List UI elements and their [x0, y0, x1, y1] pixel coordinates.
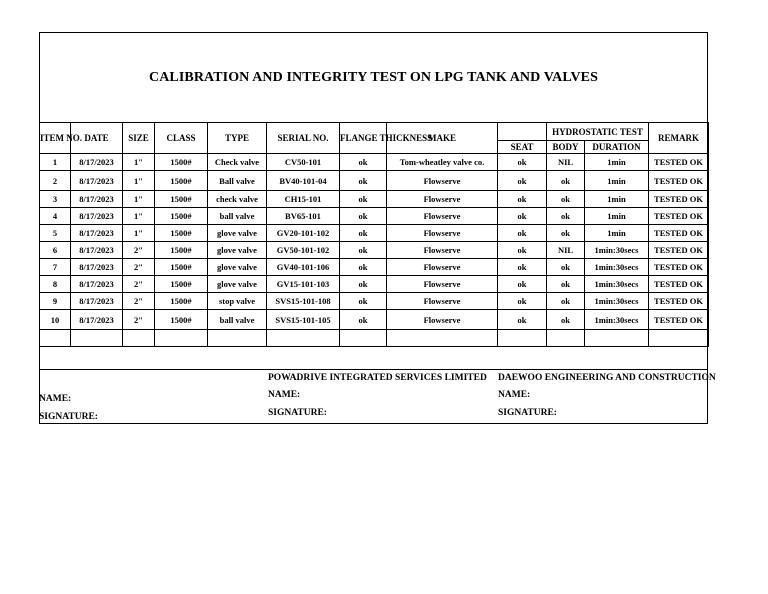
cell-remark: TESTED OK: [649, 171, 709, 191]
cell-size: 2": [123, 293, 155, 310]
cell-type: glove valve: [208, 259, 267, 276]
cell-serial-no: GV20-101-102: [267, 225, 340, 242]
cell-flange: ok: [340, 242, 387, 259]
cell-make: Flowserve: [387, 259, 498, 276]
header-item-no: ITEM NO.: [40, 123, 71, 154]
daewoo-company: DAEWOO ENGINEERING AND CONSTRUCTION: [498, 373, 716, 383]
cell-date: 8/17/2023: [71, 171, 123, 191]
cell-make: Flowserve: [387, 310, 498, 330]
cell-date: 8/17/2023: [71, 310, 123, 330]
cell-item-no: 8: [40, 276, 71, 293]
cell-serial-no: SVS15-101-108: [267, 293, 340, 310]
document-title: CALIBRATION AND INTEGRITY TEST ON LPG TANK AND VALVES: [148, 69, 599, 85]
header-class: CLASS: [155, 123, 208, 154]
cell-size: 1": [123, 225, 155, 242]
cell-date: 8/17/2023: [71, 154, 123, 171]
header-date: DATE: [71, 123, 123, 154]
powadrive-name-label: NAME:: [268, 390, 301, 400]
cell-date: 8/17/2023: [71, 208, 123, 225]
cell-class: 1500#: [155, 191, 208, 208]
cell-seat: ok: [498, 225, 547, 242]
cell-seat: ok: [498, 310, 547, 330]
table-row: [40, 191, 709, 208]
cell-duration: 1min: [585, 154, 649, 171]
empty-cell: [40, 330, 71, 347]
cell-remark: TESTED OK: [649, 310, 709, 330]
cell-date: 8/17/2023: [71, 191, 123, 208]
cell-seat: ok: [498, 171, 547, 191]
cell-seat: ok: [498, 276, 547, 293]
daewoo-name-label: NAME:: [498, 390, 531, 400]
header-flange-thickness: FLANGE THICKNESS: [340, 123, 387, 154]
cell-type: ball valve: [208, 208, 267, 225]
table-row: [40, 225, 709, 242]
table-row: [40, 208, 709, 225]
cell-flange: ok: [340, 293, 387, 310]
cell-date: 8/17/2023: [71, 225, 123, 242]
cell-class: 1500#: [155, 208, 208, 225]
cell-serial-no: GV15-101-103: [267, 276, 340, 293]
table-row: [40, 154, 709, 171]
powadrive-signature-label: SIGNATURE:: [268, 408, 327, 418]
empty-cell: [340, 330, 387, 347]
cell-make: Flowserve: [387, 208, 498, 225]
cell-class: 1500#: [155, 293, 208, 310]
cell-make: Flowserve: [387, 293, 498, 310]
blank-row: [40, 350, 707, 370]
cell-body: ok: [547, 191, 585, 208]
empty-cell: [387, 330, 498, 347]
cell-serial-no: BV65-101: [267, 208, 340, 225]
cell-item-no: 7: [40, 259, 71, 276]
cell-class: 1500#: [155, 276, 208, 293]
cell-remark: TESTED OK: [649, 276, 709, 293]
header-body: BODY: [547, 141, 585, 154]
cell-remark: TESTED OK: [649, 154, 709, 171]
cell-body: ok: [547, 208, 585, 225]
cell-item-no: 5: [40, 225, 71, 242]
cell-flange: ok: [340, 259, 387, 276]
header-size: SIZE: [123, 123, 155, 154]
cell-body: ok: [547, 293, 585, 310]
cell-serial-no: GV40-101-106: [267, 259, 340, 276]
left-name-label: NAME:: [39, 394, 72, 404]
header-seat: SEAT: [498, 141, 547, 154]
table-body: [40, 154, 709, 347]
empty-cell: [208, 330, 267, 347]
header-blank: [498, 123, 547, 141]
cell-make: Flowserve: [387, 225, 498, 242]
cell-item-no: 1: [40, 154, 71, 171]
cell-type: glove valve: [208, 225, 267, 242]
cell-date: 8/17/2023: [71, 242, 123, 259]
cell-type: ball valve: [208, 310, 267, 330]
cell-body: NIL: [547, 242, 585, 259]
cell-serial-no: SVS15-101-105: [267, 310, 340, 330]
cell-class: 1500#: [155, 242, 208, 259]
cell-serial-no: BV40-101-04: [267, 171, 340, 191]
cell-body: ok: [547, 171, 585, 191]
cell-body: ok: [547, 310, 585, 330]
empty-cell: [123, 330, 155, 347]
cell-date: 8/17/2023: [71, 259, 123, 276]
cell-duration: 1min: [585, 171, 649, 191]
cell-flange: ok: [340, 191, 387, 208]
cell-duration: 1min:30secs: [585, 293, 649, 310]
cell-date: 8/17/2023: [71, 293, 123, 310]
cell-body: NIL: [547, 154, 585, 171]
cell-make: Flowserve: [387, 242, 498, 259]
cell-remark: TESTED OK: [649, 259, 709, 276]
cell-size: 2": [123, 276, 155, 293]
cell-make: Tom-wheatley valve co.: [387, 154, 498, 171]
header-serial-no: SERIAL NO.: [267, 123, 340, 154]
cell-flange: ok: [340, 154, 387, 171]
powadrive-company: POWADRIVE INTEGRATED SERVICES LIMITED: [268, 373, 487, 383]
cell-item-no: 3: [40, 191, 71, 208]
empty-cell: [547, 330, 585, 347]
cell-duration: 1min:30secs: [585, 276, 649, 293]
table-row: [40, 171, 709, 191]
cell-duration: 1min: [585, 191, 649, 208]
cell-remark: TESTED OK: [649, 191, 709, 208]
cell-serial-no: GV50-101-102: [267, 242, 340, 259]
cell-flange: ok: [340, 310, 387, 330]
table-row: [40, 242, 709, 259]
cell-duration: 1min:30secs: [585, 242, 649, 259]
daewoo-signature-label: SIGNATURE:: [498, 408, 557, 418]
left-signature-label: SIGNATURE:: [39, 412, 98, 422]
header-hydrostatic-test: HYDROSTATIC TEST: [547, 123, 649, 141]
empty-cell: [155, 330, 208, 347]
cell-remark: TESTED OK: [649, 293, 709, 310]
cell-type: Ball valve: [208, 171, 267, 191]
cell-item-no: 9: [40, 293, 71, 310]
cell-body: ok: [547, 259, 585, 276]
cell-body: ok: [547, 225, 585, 242]
cell-class: 1500#: [155, 310, 208, 330]
header-make: MAKE: [387, 123, 498, 154]
cell-duration: 1min: [585, 208, 649, 225]
empty-table-row: [40, 330, 709, 347]
cell-type: Check valve: [208, 154, 267, 171]
cell-seat: ok: [498, 242, 547, 259]
cell-seat: ok: [498, 191, 547, 208]
cell-type: glove valve: [208, 242, 267, 259]
cell-size: 2": [123, 242, 155, 259]
cell-flange: ok: [340, 208, 387, 225]
cell-duration: 1min: [585, 225, 649, 242]
cell-item-no: 2: [40, 171, 71, 191]
cell-class: 1500#: [155, 171, 208, 191]
cell-size: 1": [123, 154, 155, 171]
cell-flange: ok: [340, 171, 387, 191]
empty-cell: [649, 330, 709, 347]
cell-size: 1": [123, 171, 155, 191]
cell-remark: TESTED OK: [649, 208, 709, 225]
cell-body: ok: [547, 276, 585, 293]
table-row: [40, 276, 709, 293]
test-sheet: [39, 32, 716, 424]
cell-seat: ok: [498, 154, 547, 171]
cell-duration: 1min:30secs: [585, 310, 649, 330]
header-duration: DURATION: [585, 141, 649, 154]
cell-type: stop valve: [208, 293, 267, 310]
cell-flange: ok: [340, 225, 387, 242]
cell-item-no: 4: [40, 208, 71, 225]
cell-date: 8/17/2023: [71, 276, 123, 293]
table-row: [40, 259, 709, 276]
cell-item-no: 10: [40, 310, 71, 330]
cell-class: 1500#: [155, 154, 208, 171]
empty-cell: [71, 330, 123, 347]
table-row: [40, 310, 709, 330]
cell-size: 2": [123, 259, 155, 276]
cell-size: 2": [123, 310, 155, 330]
cell-serial-no: CV50-101: [267, 154, 340, 171]
cell-make: Flowserve: [387, 171, 498, 191]
cell-seat: ok: [498, 293, 547, 310]
cell-serial-no: CH15-101: [267, 191, 340, 208]
test-table: [39, 122, 709, 347]
cell-type: check valve: [208, 191, 267, 208]
table-row: [40, 293, 709, 310]
cell-size: 1": [123, 191, 155, 208]
table-header-row: [40, 123, 709, 141]
header-type: TYPE: [208, 123, 267, 154]
cell-make: Flowserve: [387, 276, 498, 293]
cell-item-no: 6: [40, 242, 71, 259]
cell-type: glove valve: [208, 276, 267, 293]
header-remark: REMARK: [649, 123, 709, 154]
cell-size: 1": [123, 208, 155, 225]
cell-remark: TESTED OK: [649, 242, 709, 259]
cell-seat: ok: [498, 208, 547, 225]
empty-cell: [267, 330, 340, 347]
empty-cell: [498, 330, 547, 347]
cell-remark: TESTED OK: [649, 225, 709, 242]
cell-seat: ok: [498, 259, 547, 276]
cell-class: 1500#: [155, 259, 208, 276]
cell-make: Flowserve: [387, 191, 498, 208]
cell-flange: ok: [340, 276, 387, 293]
cell-duration: 1min:30secs: [585, 259, 649, 276]
empty-cell: [585, 330, 649, 347]
cell-class: 1500#: [155, 225, 208, 242]
